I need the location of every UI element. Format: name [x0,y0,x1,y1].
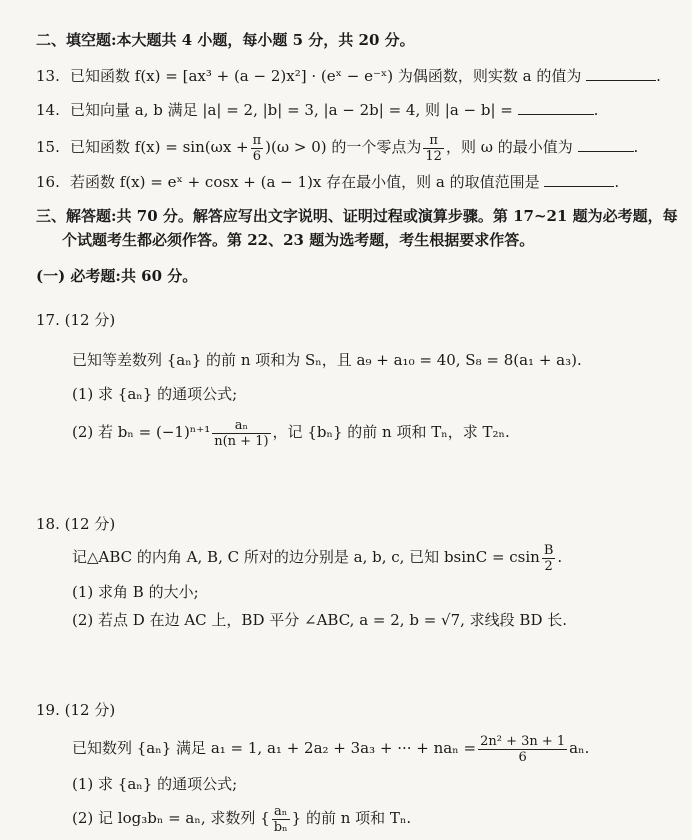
q18-part1: (1) 求角 B 的大小; [72,583,199,601]
q15-frac2-den: 12 [425,148,442,164]
section3-header-line1: 三、解答题:共 70 分。解答应写出文字说明、证明过程或演算步骤。第 17~21 题为必考题，每 [36,207,678,225]
q18-part2: (2) 若点 D 在边 AC 上，BD 平分 ∠ABC, a = 2, b = √7, 求线段 BD 长. [72,611,568,629]
q18-frac-num: B [543,542,554,558]
q19-part1: (1) 求 {aₙ} 的通项公式; [72,775,238,793]
q14-answer-blank[interactable] [518,100,594,115]
q18-stem-post: . [557,548,563,566]
q17-title: 17. (12 分) [36,311,116,329]
q18-frac-den: 2 [544,558,553,574]
q17-part2-post: ，记 {bₙ} 的前 n 项和 Tₙ，求 T₂ₙ. [272,423,510,441]
q15-answer-blank[interactable] [578,137,634,152]
q15-post: ，则 ω 的最小值为 [445,138,573,156]
q15-frac-num: π [252,132,262,148]
q15-end: . [633,138,639,156]
required-section-header: (一) 必考题:共 60 分。 [36,267,198,285]
section2-header: 二、填空题:本大题共 4 小题，每小题 5 分，共 20 分。 [36,31,415,49]
q15-pre: 已知函数 f(x) = sin(ωx + [70,138,249,156]
q19-part2-pre: (2) 记 log₃bₙ = aₙ, 求数列 { [72,809,270,827]
q14-text: 已知向量 a, b 满足 |a| = 2, |b| = 3, |a − 2b| = 4, 则 |a − b| = [70,101,513,119]
q19-stem-post: aₙ. [569,739,590,757]
q19-title: 19. (12 分) [36,701,116,719]
q18-title: 18. (12 分) [36,515,116,533]
q17-frac-den: n(n + 1) [214,433,269,449]
q15-number: 15. [36,138,60,156]
q17-stem: 已知等差数列 {aₙ} 的前 n 项和为 Sₙ，且 a₉ + a₁₀ = 40, S₈ = 8(a₁ + a₃). [72,351,582,369]
q14-number: 14. [36,101,60,119]
question-15 [36,132,638,162]
q19-frac-num: 2n² + 3n + 1 [480,733,566,749]
question-16 [36,172,619,192]
q15-mid: )(ω > 0) 的一个零点为 [265,138,422,156]
q13-text: 已知函数 f(x) = [ax³ + (a − 2)x²] · (eˣ − e⁻ˣ) 为偶函数，则实数 a 的值为 [70,67,582,85]
q15-frac2-num: π [423,133,444,149]
q19-part2-post: } 的前 n 项和 Tₙ. [291,809,412,827]
question-14 [36,100,598,120]
q19-fraction-2 [272,804,290,835]
q15-fraction [251,133,264,164]
q13-answer-blank[interactable] [586,66,656,81]
q17-part2-pre: (2) 若 bₙ = (−1)ⁿ⁺¹ [72,423,211,441]
q14-end: . [593,101,599,119]
q16-answer-blank[interactable] [544,172,614,187]
q15-frac-den: 6 [252,148,262,164]
question-13 [36,66,661,86]
q17-fraction [212,418,270,449]
q17-part1: (1) 求 {aₙ} 的通项公式; [72,385,238,403]
q18-stem-pre: 记△ABC 的内角 A, B, C 所对的边分别是 a, b, c, 已知 bsinC = csin [72,548,540,566]
q19-frac-den: 6 [518,749,527,765]
q13-number: 13. [36,67,60,85]
q16-end: . [614,173,620,191]
q19-stem-pre: 已知数列 {aₙ} 满足 a₁ = 1, a₁ + 2a₂ + 3a₃ + ··· + naₙ = [72,739,477,757]
q16-number: 16. [36,173,60,191]
q15-fraction-2 [423,133,444,164]
section3-header-line2: 个试题考生都必须作答。第 22、23 题为选考题，考生根据要求作答。 [62,231,535,249]
q13-end: . [656,67,661,85]
q19-frac2-den: bₙ [273,819,288,835]
q19-stem [72,730,589,766]
q19-fraction [478,734,567,765]
q19-part2 [72,802,411,834]
q16-text: 若函数 f(x) = eˣ + cosx + (a − 1)x 存在最小值，则 a 的取值范围是 [70,173,540,191]
q18-fraction [542,543,556,574]
q19-frac2-num: aₙ [272,804,290,820]
q17-frac-num: aₙ [212,418,270,434]
q17-part2 [72,414,510,450]
q18-stem [72,540,562,574]
